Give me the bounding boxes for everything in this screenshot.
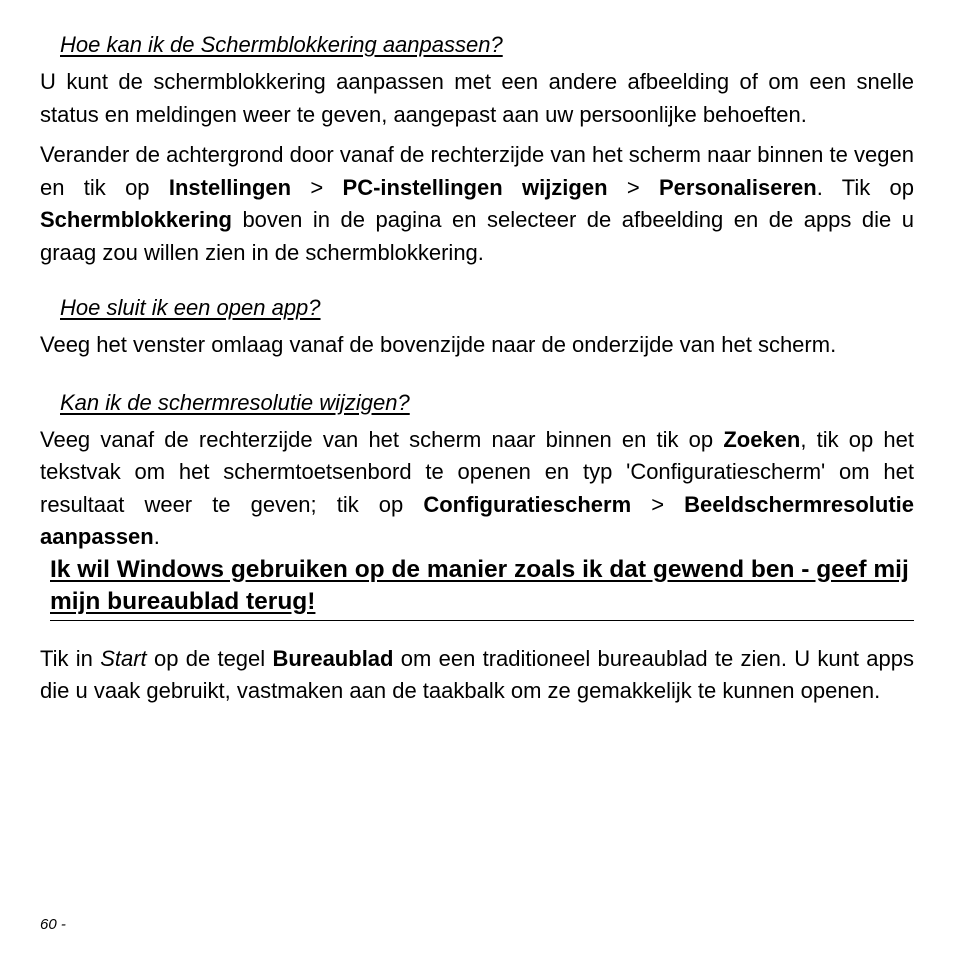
text-run: op de tegel [146, 645, 273, 671]
text-run: . Tik op [816, 174, 915, 200]
section-heading-desktop [50, 554, 914, 621]
question-heading-close-app: Hoe sluit ik een open app? [60, 295, 321, 320]
page-number: 60 - [40, 916, 66, 933]
text-run: Verander de achtergrond door vanaf de rechterzijde van het scherm naar binnen te vegen en tik op [40, 142, 914, 200]
text-run: boven in de pagina en selecteer de afbeelding en de apps die u graag zou willen zien in de schermblokkering. [40, 207, 914, 265]
italic-start: Start [100, 645, 147, 671]
paragraph-resolution [40, 424, 914, 554]
section-heading-text: Ik wil Windows gebruiken op de manier zoals ik dat gewend ben - geef mij mijn bureaublad terug! [50, 555, 909, 615]
separator: > [631, 491, 685, 517]
bold-instellingen: Instellingen [168, 174, 292, 200]
paragraph-desktop [40, 643, 914, 708]
paragraph-lockscreen-intro: U kunt de schermblokkering aanpassen met een andere afbeelding of om een snelle status en meldingen weer te geven, aangepast aan uw persoonlijke behoeften. [40, 69, 914, 127]
text-run: Veeg vanaf de rechterzijde van het scherm naar binnen en tik op [40, 426, 724, 452]
bold-pc-instellingen: PC-instellingen wijzigen [342, 174, 608, 200]
document-page [40, 30, 914, 708]
bold-schermblokkering: Schermblokkering [40, 207, 232, 232]
text-run: Tik in [40, 645, 101, 671]
bold-beeldschermresolutie: Beeldschermresolutie aanpassen [40, 491, 914, 549]
question-heading-resolution: Kan ik de schermresolutie wijzigen? [60, 389, 410, 415]
text-run: . [153, 524, 160, 549]
bold-bureaublad: Bureaublad [272, 645, 394, 671]
bold-configuratiescherm: Configuratiescherm [423, 491, 632, 517]
bold-zoeken: Zoeken [723, 426, 801, 452]
text-run: , tik op het tekstvak om het schermtoetsenbord te openen en typ 'Configuratiescherm' om het resultaat weer te geven; tik op [40, 426, 914, 517]
separator: > [291, 174, 343, 200]
paragraph-lockscreen-steps [40, 139, 914, 269]
paragraph-close-app: Veeg het venster omlaag vanaf de bovenzijde naar de onderzijde van het scherm. [40, 332, 837, 357]
question-heading-lockscreen: Hoe kan ik de Schermblokkering aanpassen? [60, 32, 503, 57]
separator: > [607, 174, 659, 200]
text-run: om een traditioneel bureaublad te zien. U kunt apps die u vaak gebruikt, vastmaken aan de taakbalk om ze gemakkelijk te kunnen openen. [40, 645, 914, 703]
bold-personaliseren: Personaliseren [658, 174, 817, 200]
